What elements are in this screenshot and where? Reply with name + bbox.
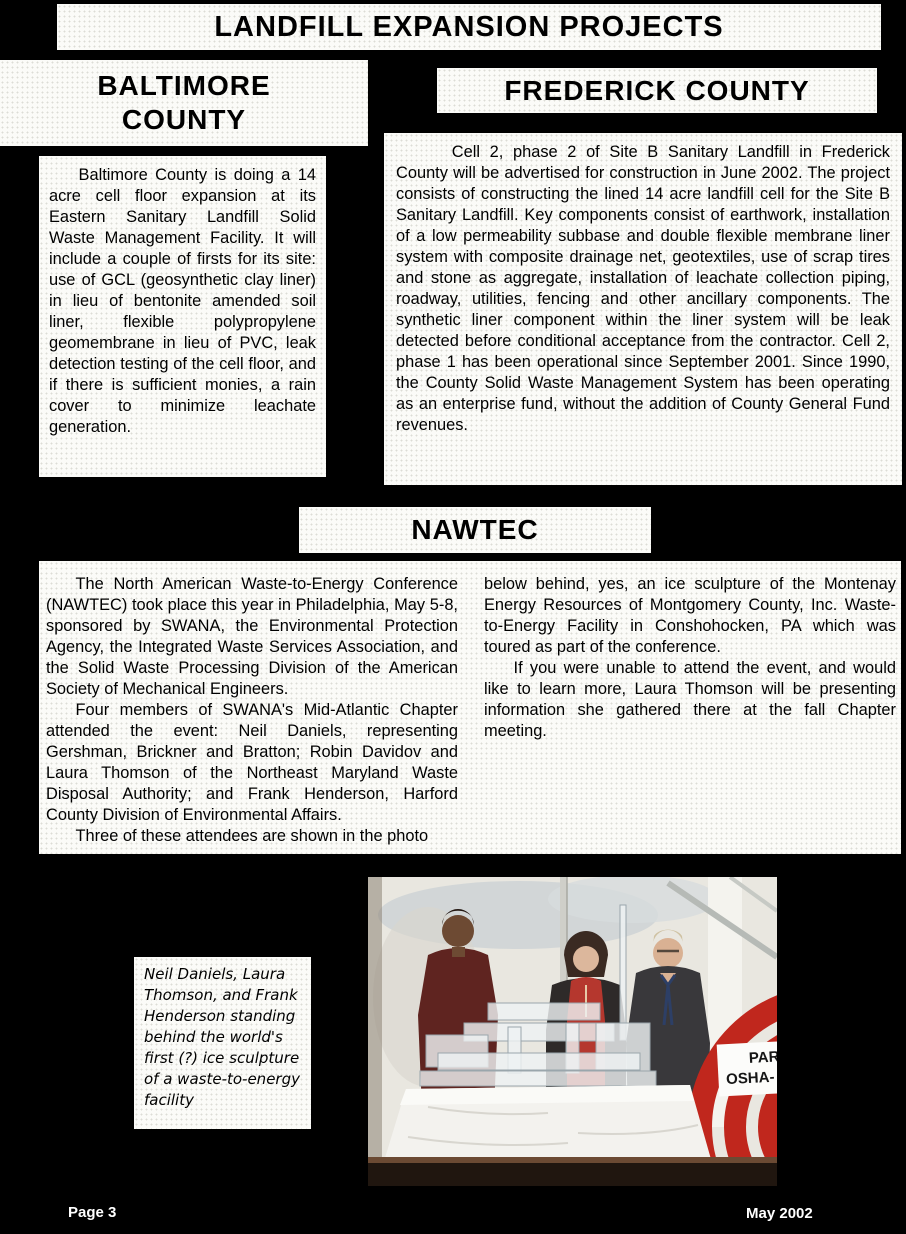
footer-date: May 2002 — [746, 1205, 813, 1222]
nawtec-column-left — [46, 574, 458, 845]
person-head — [573, 946, 599, 972]
baltimore-paragraph: Baltimore County is doing a 14 acre cell floor expansion at its Eastern Sanitary Landfill Solid Waste Management Facility. It will include a couple of firsts for its site: use of GCL (geosynthetic clay liner) in lieu of bentonite amended soil liner, flexible polypropylene geomembrane in lieu of PVC, leak detection testing of the cell floor, and if there is sufficient monies, a rain cover to minimize leachate generation. — [49, 166, 316, 436]
person-neck — [452, 947, 465, 957]
frederick-county-header — [437, 68, 877, 113]
tent-edge — [368, 877, 382, 1186]
baltimore-title-line2: COUNTY — [121, 104, 247, 135]
floor-edge — [368, 1157, 777, 1163]
page-title-box — [57, 4, 881, 50]
nawtec-article — [38, 560, 902, 855]
nawtec-paragraph: Four members of SWANA's Mid-Atlantic Chapter attended the event: Neil Daniels, representing Gershman, Brickner and Bratton; Robin Davidov and Laura Thomson of the Northeast Maryland Waste Disposal Authority; and Frank Henderson, Harford County Division of Environmental Affairs. — [46, 701, 458, 824]
nawtec-column-right — [484, 574, 896, 841]
ice-spire — [620, 905, 626, 1040]
baltimore-county-header — [0, 60, 368, 146]
sign-text-line1: PAR — [748, 1048, 777, 1067]
nawtec-header — [299, 507, 651, 553]
baltimore-title-line1: BALTIMORE — [97, 70, 271, 101]
person-head — [442, 915, 474, 947]
footer-page-number: Page 3 — [68, 1204, 117, 1221]
conference-photo-art — [368, 877, 777, 1186]
nawtec-title: NAWTEC — [411, 514, 539, 545]
photo-caption: Neil Daniels, Laura Thomson, and Frank Henderson standing behind the world's first (?) ice sculpture of a waste-to-energy facility — [144, 965, 300, 1109]
photo-caption-box — [132, 955, 313, 1131]
nawtec-paragraph: Three of these attendees are shown in the photo — [75, 827, 429, 845]
person-head — [653, 938, 683, 968]
ice-base — [420, 1071, 656, 1086]
frederick-paragraph: Cell 2, phase 2 of Site B Sanitary Landfill in Frederick County will be advertised for construction in June 2002. The project consists of constructing the lined 14 acre landfill cell for the Site B Sanitary Landfill. Key components consist of earthwork, installation of a low permeability subbase and double flexible membrane liner system with composite drainage net, geotextiles, use of scrap tires and stone as aggregate, installation of leachate collection piping, roadway, utilities, fencing and other ancillary components. The synthetic liner component within the liner system will be leak detected before conditional acceptance from the contractor. Cell 2, phase 1 has been operational since September 2001. Since 1990, the County Solid Waste Management System has been operating as an enterprise fund, without the addition of County General Fund revenues. — [396, 143, 890, 434]
floor — [368, 1163, 777, 1186]
ice-slab — [438, 1053, 640, 1070]
conference-photo — [368, 877, 777, 1186]
nawtec-paragraph: below behind, yes, an ice sculpture of the Montenay Energy Resources of Montgomery County, Inc. Waste-to-Energy Facility in Conshohocken, PA which was toured as part of the conference. — [484, 575, 896, 656]
sign-text-line2: OSHA- — [725, 1068, 775, 1089]
frederick-county-article — [383, 132, 903, 486]
exhibitor-sign — [717, 1041, 777, 1096]
baltimore-county-article — [38, 155, 327, 478]
nawtec-paragraph: The North American Waste-to-Energy Conference (NAWTEC) took place this year in Philadelphia, May 5-8, sponsored by SWANA, the Environmental Protection Agency, the Integrated Waste Services Association, and the Solid Waste Processing Division of the American Society of Mechanical Engineers. — [46, 575, 458, 698]
nawtec-paragraph: If you were unable to attend the event, and would like to learn more, Laura Thomson will be presenting information she gathered there at the fall Chapter meeting. — [484, 659, 896, 740]
frederick-title: FREDERICK COUNTY — [504, 74, 810, 106]
page-title: LANDFILL EXPANSION PROJECTS — [214, 11, 724, 43]
ice-slab — [488, 1003, 600, 1020]
